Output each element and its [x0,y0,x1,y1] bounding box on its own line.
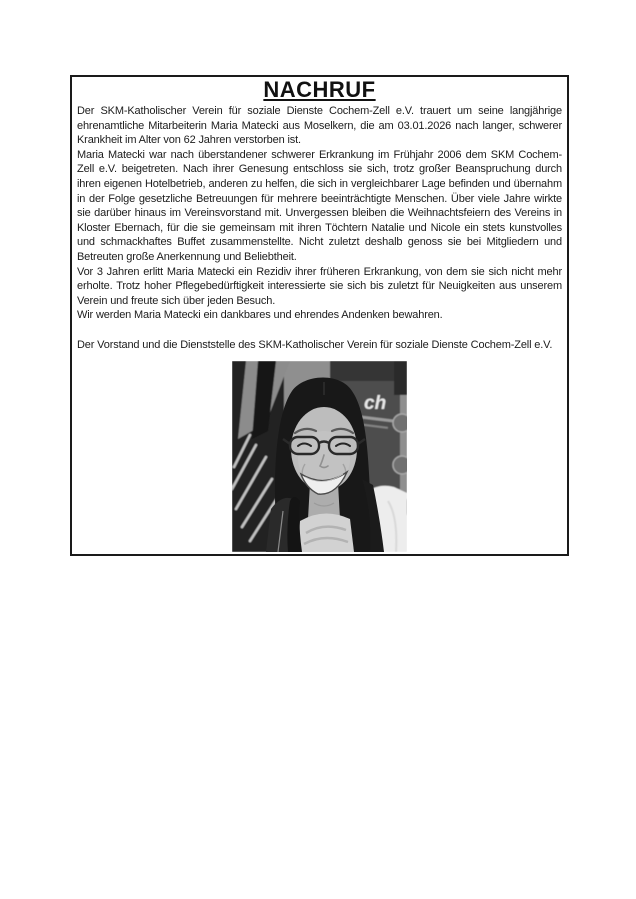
obituary-closing: Der Vorstand und die Dienststelle des SKM-Katholischer Verein für soziale Dienste Cochem-Zell e.V. [77,338,553,351]
obituary-paragraph-3: Vor 3 Jahren erlitt Maria Matecki ein Rezidiv ihrer früheren Erkrankung, von dem sie sich nicht mehr erholte. Trotz hoher Pflegebedürftigkeit interessierte sie sich bis zuletzt für Neuigkeiten aus unserem Verein und freute sich über jeden Besuch. [77,265,562,307]
portrait-photo-image [232,361,407,552]
obituary-box [70,75,569,556]
obituary-paragraph-1: Der SKM-Katholischer Verein für soziale Dienste Cochem-Zell e.V. trauert um seine langjährige ehrenamtliche Mitarbeiterin Maria Matecki aus Moselkern, die am 03.01.2026 nach langer, schwerer Krankheit im Alter von 62 Jahren verstorben ist. [77,105,562,147]
svg-text:ch: ch [364,393,387,415]
portrait-photo [232,361,407,552]
obituary-paragraph-2: Maria Matecki war nach überstandener schwerer Erkrankung im Frühjahr 2006 dem SKM Cochem-Zell e.V. beigetreten. Nach ihrer Genesung entschloss sie sich, trotz großer Beanspruchung durch ihren eigenen Hotelbetrieb, anderen zu helfen, die sich in vergleichbarer Lage befinden und übernahm in der Folge gesetzliche Betreuungen für mehrere beeinträchtigte Menschen. Über viele Jahre wirkte sie darüber hinaus im Vereinsvorstand mit. Unvergessen bleiben die Weihnachtsfeiern des Vereins in Kloster Ebernach, für die sie gemeinsam mit ihren Töchtern Natalie und Nicole ein stets kunstvolles und schmackhaftes Buffet zusammenstellte. Nicht zuletzt deshalb genoss sie bei Mitgliedern und Betreuten große Anerkennung und Beliebtheit. [77,148,562,263]
obituary-title: NACHRUF [263,77,376,102]
obituary-paragraph-4: Wir werden Maria Matecki ein dankbares und ehrendes Andenken bewahren. [77,309,443,322]
